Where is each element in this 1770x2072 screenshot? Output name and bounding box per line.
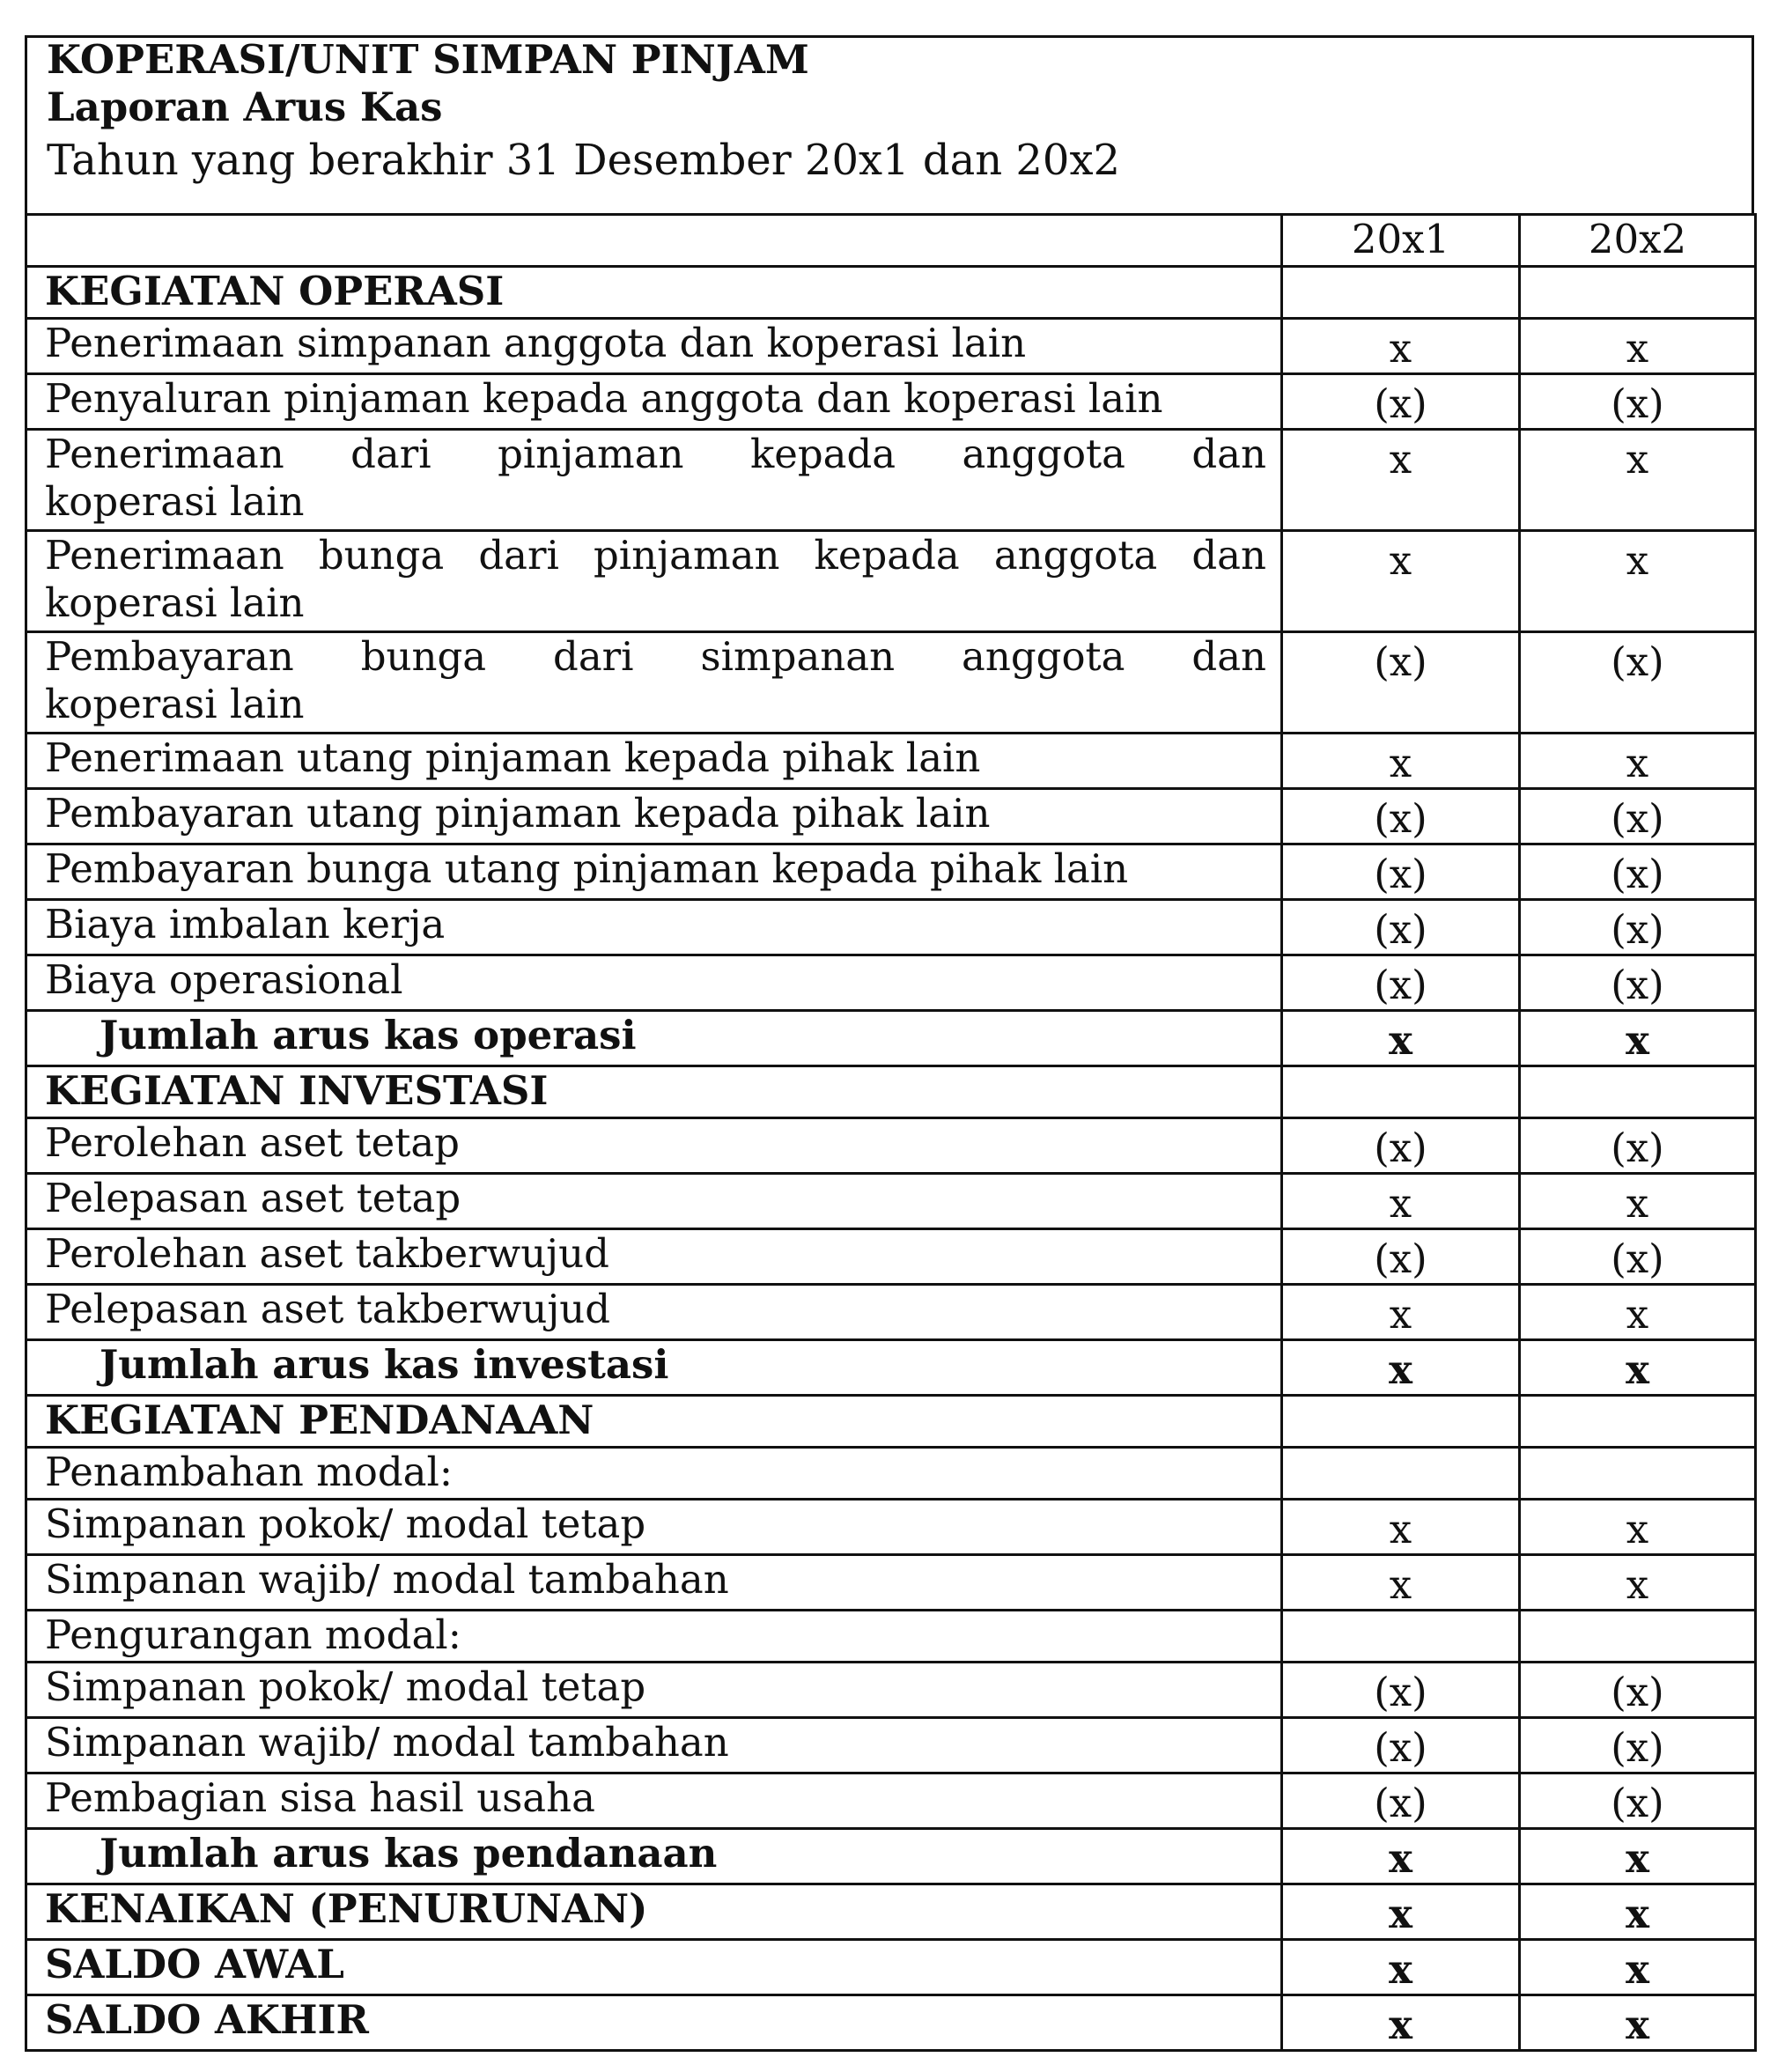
value-20x2 [1520, 1773, 1756, 1829]
value-20x2 [1520, 789, 1756, 844]
row-label: Biaya imbalan kerja [26, 900, 1282, 955]
value-text: x [1389, 740, 1412, 786]
value-20x1 [1282, 1011, 1520, 1066]
value-text: (x) [1611, 638, 1664, 685]
value-text: x [1626, 1346, 1649, 1393]
row-label: Pelepasan aset tetap [26, 1174, 1282, 1229]
value-text: x [1389, 1835, 1412, 1882]
column-header-20x1: 20x1 [1282, 215, 1520, 267]
row-label-line2: koperasi lain [45, 579, 305, 626]
table-row [26, 1773, 1756, 1829]
table-row [26, 430, 1756, 531]
value-20x1 [1282, 1663, 1520, 1718]
row-label: Simpanan wajib/ modal tambahan [26, 1555, 1282, 1611]
row-label: Penambahan modal: [26, 1448, 1282, 1500]
value-text: (x) [1374, 1724, 1427, 1771]
value-20x2 [1520, 1118, 1756, 1174]
table-row [26, 955, 1756, 1011]
value-20x2 [1520, 531, 1756, 632]
row-label: KEGIATAN INVESTASI [26, 1066, 1282, 1118]
table-row [26, 1829, 1756, 1884]
value-text: (x) [1611, 380, 1664, 427]
table-row [26, 789, 1756, 844]
column-header-row [26, 215, 1756, 267]
table-row [26, 1285, 1756, 1340]
value-20x2 [1520, 1011, 1756, 1066]
row-label: Biaya operasional [26, 955, 1282, 1011]
table-row [26, 1663, 1756, 1718]
value-text: (x) [1374, 906, 1427, 953]
value-text: x [1389, 1506, 1412, 1552]
value-20x1 [1282, 789, 1520, 844]
value-20x1 [1282, 374, 1520, 430]
value-20x2 [1520, 1396, 1756, 1448]
value-text: x [1389, 436, 1412, 483]
statement-period: Tahun yang berakhir 31 Desember 20x1 dan 20x2 [47, 136, 1121, 185]
table-row [26, 1118, 1756, 1174]
value-20x2 [1520, 1285, 1756, 1340]
value-text: x [1389, 1346, 1412, 1393]
value-20x2 [1520, 1174, 1756, 1229]
table-row [26, 1011, 1756, 1066]
value-text: x [1389, 1946, 1412, 1993]
row-label: KEGIATAN PENDANAAN [26, 1396, 1282, 1448]
value-20x2 [1520, 844, 1756, 900]
value-20x1 [1282, 1448, 1520, 1500]
value-20x1 [1282, 1229, 1520, 1285]
value-20x1 [1282, 531, 1520, 632]
value-20x1 [1282, 1174, 1520, 1229]
table-row [26, 1396, 1756, 1448]
row-label-line2: koperasi lain [45, 681, 305, 727]
row-label-line1: Penerimaan bunga dari pinjaman kepada anggota dan [45, 532, 1266, 579]
value-text: (x) [1611, 1124, 1664, 1171]
row-label: SALDO AWAL [26, 1940, 1282, 1995]
column-header-label [26, 215, 1282, 267]
table-row [26, 1611, 1756, 1663]
statement-title: KOPERASI/UNIT SIMPAN PINJAM [47, 36, 809, 83]
value-text: (x) [1611, 795, 1664, 842]
table-row [26, 1066, 1756, 1118]
table-row [26, 1884, 1756, 1940]
table-row [26, 1340, 1756, 1396]
value-20x1 [1282, 1611, 1520, 1663]
value-20x1 [1282, 1884, 1520, 1940]
value-text: x [1389, 2002, 1412, 2048]
value-text: (x) [1611, 906, 1664, 953]
value-20x2 [1520, 1229, 1756, 1285]
value-text: x [1389, 1180, 1412, 1227]
value-text: x [1626, 1835, 1649, 1882]
row-label: Simpanan wajib/ modal tambahan [26, 1718, 1282, 1773]
value-20x2 [1520, 1448, 1756, 1500]
row-label: Pengurangan modal: [26, 1611, 1282, 1663]
value-text: (x) [1611, 851, 1664, 897]
value-text: (x) [1374, 795, 1427, 842]
table-row [26, 632, 1756, 734]
value-text: x [1389, 325, 1412, 372]
value-20x2 [1520, 1340, 1756, 1396]
value-text: x [1626, 1561, 1649, 1608]
value-20x1 [1282, 1118, 1520, 1174]
value-20x2 [1520, 1611, 1756, 1663]
value-20x1 [1282, 1500, 1520, 1555]
value-text: x [1389, 1017, 1412, 1064]
value-text: (x) [1374, 851, 1427, 897]
value-20x2 [1520, 1995, 1756, 2051]
value-text: (x) [1611, 1669, 1664, 1715]
value-20x1 [1282, 1285, 1520, 1340]
value-20x2 [1520, 1555, 1756, 1611]
value-20x2 [1520, 1066, 1756, 1118]
value-20x1 [1282, 844, 1520, 900]
value-20x1 [1282, 1555, 1520, 1611]
table-row [26, 1229, 1756, 1285]
row-label: Penerimaan simpanan anggota dan koperasi lain [26, 319, 1282, 374]
value-20x1 [1282, 430, 1520, 531]
value-20x1 [1282, 1829, 1520, 1884]
value-text: x [1626, 2002, 1649, 2048]
row-label [26, 632, 1282, 734]
row-label: Pelepasan aset takberwujud [26, 1285, 1282, 1340]
value-text: x [1626, 537, 1649, 584]
value-20x1 [1282, 1773, 1520, 1829]
row-label: KEGIATAN OPERASI [26, 267, 1282, 319]
row-label: Perolehan aset tetap [26, 1118, 1282, 1174]
row-label: Pembayaran bunga utang pinjaman kepada pihak lain [26, 844, 1282, 900]
value-text: (x) [1611, 1235, 1664, 1282]
value-text: x [1626, 1946, 1649, 1993]
value-20x2 [1520, 1940, 1756, 1995]
value-20x1 [1282, 1718, 1520, 1773]
table-row [26, 531, 1756, 632]
value-20x1 [1282, 1340, 1520, 1396]
row-label [26, 531, 1282, 632]
value-text: x [1389, 1291, 1412, 1338]
row-label-line1: Pembayaran bunga dari simpanan anggota dan [45, 633, 1266, 680]
row-label: Jumlah arus kas investasi [26, 1340, 1282, 1396]
table-row [26, 734, 1756, 789]
cash-flow-table [25, 213, 1757, 2052]
table-row [26, 1555, 1756, 1611]
value-text: (x) [1374, 1669, 1427, 1715]
table-row [26, 1174, 1756, 1229]
value-20x2 [1520, 1718, 1756, 1773]
row-label: Simpanan pokok/ modal tetap [26, 1500, 1282, 1555]
value-20x1 [1282, 1396, 1520, 1448]
value-text: (x) [1611, 1780, 1664, 1826]
table-row [26, 900, 1756, 955]
value-20x1 [1282, 1066, 1520, 1118]
value-text: x [1389, 1891, 1412, 1937]
value-20x2 [1520, 374, 1756, 430]
value-text: x [1626, 1180, 1649, 1227]
value-text: x [1626, 1291, 1649, 1338]
value-20x2 [1520, 1663, 1756, 1718]
value-20x2 [1520, 900, 1756, 955]
table-row [26, 1940, 1756, 1995]
value-text: x [1626, 1506, 1649, 1552]
value-text: x [1389, 537, 1412, 584]
column-header-20x2: 20x2 [1520, 215, 1756, 267]
value-text: (x) [1374, 1235, 1427, 1282]
row-label: SALDO AKHIR [26, 1995, 1282, 2051]
value-text: (x) [1374, 1780, 1427, 1826]
value-20x2 [1520, 267, 1756, 319]
statement-header [25, 35, 1754, 213]
statement-subtitle: Laporan Arus Kas [47, 84, 443, 130]
value-20x2 [1520, 1884, 1756, 1940]
row-label: Simpanan pokok/ modal tetap [26, 1663, 1282, 1718]
value-20x2 [1520, 319, 1756, 374]
row-label: Pembagian sisa hasil usaha [26, 1773, 1282, 1829]
value-text: x [1626, 1891, 1649, 1937]
value-text: (x) [1374, 962, 1427, 1008]
row-label: Penyaluran pinjaman kepada anggota dan koperasi lain [26, 374, 1282, 430]
row-label-line1: Penerimaan dari pinjaman kepada anggota dan [45, 431, 1266, 477]
value-text: x [1389, 1561, 1412, 1608]
value-20x2 [1520, 734, 1756, 789]
table-row [26, 1995, 1756, 2051]
row-label: Jumlah arus kas operasi [26, 1011, 1282, 1066]
table-row [26, 374, 1756, 430]
row-label [26, 430, 1282, 531]
value-text: x [1626, 325, 1649, 372]
value-text: (x) [1374, 1124, 1427, 1171]
value-text: x [1626, 1017, 1649, 1064]
value-20x2 [1520, 430, 1756, 531]
value-20x1 [1282, 1940, 1520, 1995]
row-label: Pembayaran utang pinjaman kepada pihak lain [26, 789, 1282, 844]
table-row [26, 267, 1756, 319]
cash-flow-statement [25, 35, 1754, 2052]
value-20x1 [1282, 319, 1520, 374]
value-20x1 [1282, 1995, 1520, 2051]
value-20x2 [1520, 955, 1756, 1011]
value-text: (x) [1374, 380, 1427, 427]
value-text: (x) [1611, 962, 1664, 1008]
value-text: (x) [1374, 638, 1427, 685]
row-label: Perolehan aset takberwujud [26, 1229, 1282, 1285]
table-row [26, 1500, 1756, 1555]
value-20x1 [1282, 955, 1520, 1011]
value-20x2 [1520, 1829, 1756, 1884]
value-20x2 [1520, 1500, 1756, 1555]
row-label: Jumlah arus kas pendanaan [26, 1829, 1282, 1884]
value-text: (x) [1611, 1724, 1664, 1771]
value-20x1 [1282, 734, 1520, 789]
row-label: Penerimaan utang pinjaman kepada pihak lain [26, 734, 1282, 789]
value-20x1 [1282, 267, 1520, 319]
table-row [26, 844, 1756, 900]
value-20x1 [1282, 900, 1520, 955]
table-row [26, 1448, 1756, 1500]
row-label-line2: koperasi lain [45, 478, 305, 525]
value-20x1 [1282, 632, 1520, 734]
table-row [26, 319, 1756, 374]
table-row [26, 1718, 1756, 1773]
row-label: KENAIKAN (PENURUNAN) [26, 1884, 1282, 1940]
value-text: x [1626, 436, 1649, 483]
value-text: x [1626, 740, 1649, 786]
value-20x2 [1520, 632, 1756, 734]
